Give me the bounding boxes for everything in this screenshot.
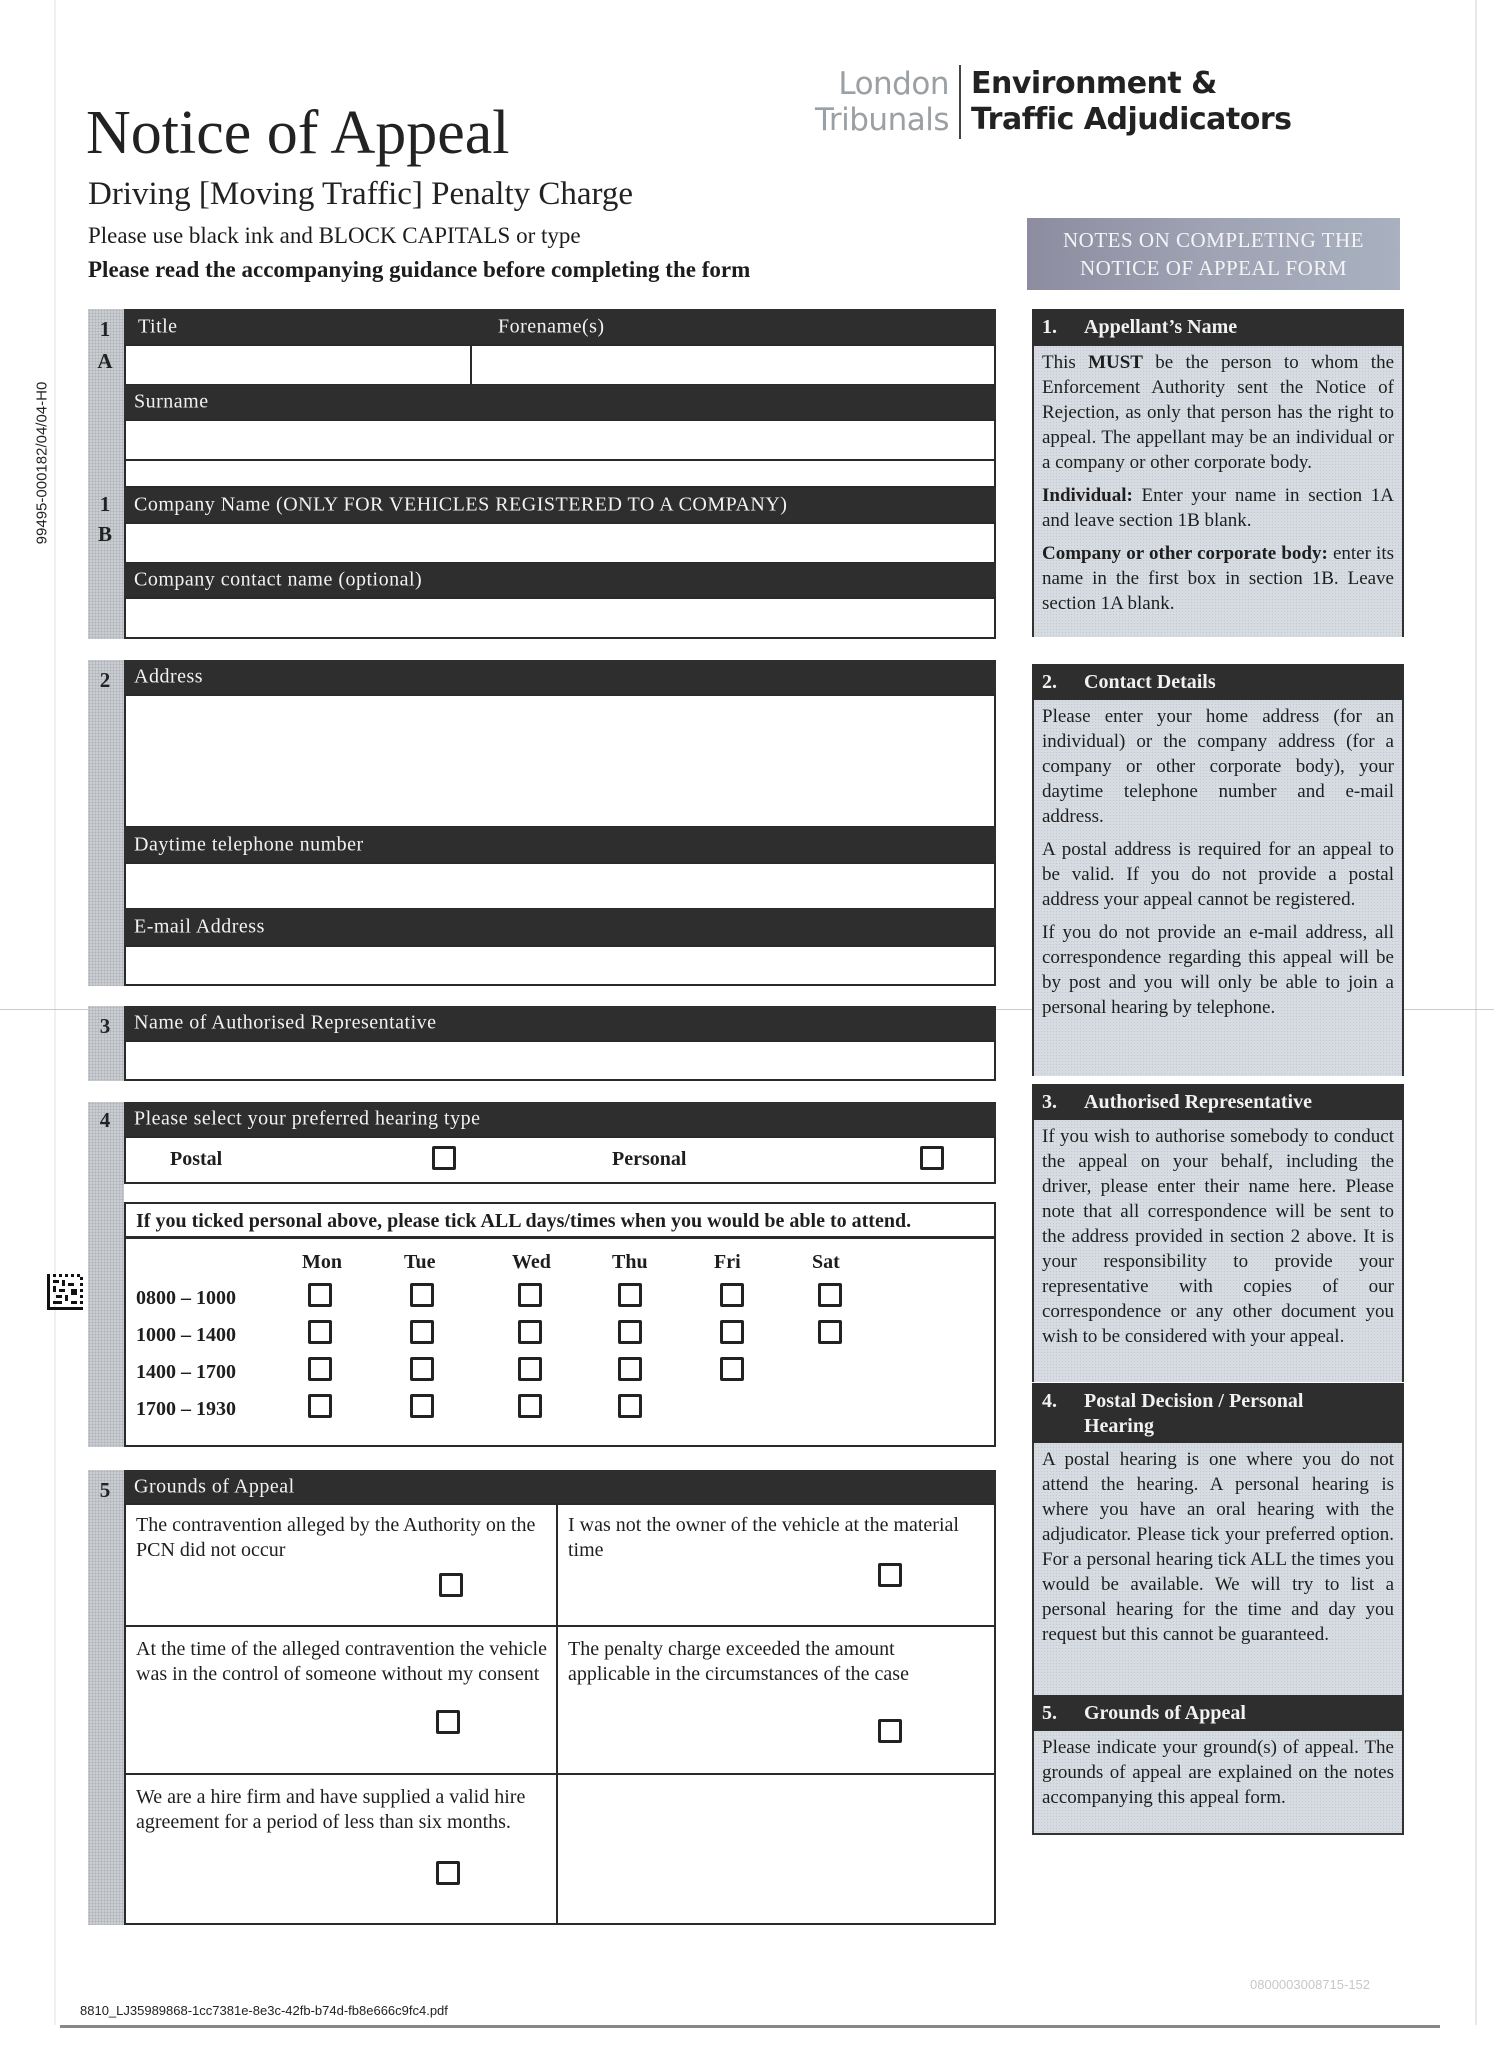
logo-text: London bbox=[838, 66, 949, 102]
company-contact-label: Company contact name (optional) bbox=[134, 568, 423, 591]
personal-checkbox[interactable] bbox=[920, 1146, 944, 1170]
note-number: 5. bbox=[1042, 1702, 1057, 1724]
surname-input[interactable] bbox=[124, 419, 996, 461]
time-slot-label: 0800 – 1000 bbox=[136, 1287, 236, 1309]
guidance-instruction: Please read the accompanying guidance before completing the form bbox=[88, 257, 751, 282]
note-text: This MUST be the person to whom the Enforcement Authority sent the Notice of Rejection, as only that person has the right to appeal. The appellant may be an individual or a company or other corporate body. bbox=[1042, 352, 1395, 473]
availability-prompt-box bbox=[124, 1202, 996, 1238]
surname-label: Surname bbox=[134, 390, 209, 413]
note-text: A postal address is required for an appeal to be valid. If you do not provide a postal address your appeal cannot be registered. bbox=[1042, 839, 1394, 910]
grounds-grid bbox=[124, 1503, 996, 1925]
email-input[interactable] bbox=[124, 945, 996, 986]
availability-checkbox-fri-0[interactable] bbox=[720, 1283, 744, 1307]
day-header: Fri bbox=[714, 1251, 741, 1273]
section-3 bbox=[88, 1006, 996, 1081]
note-number: 3. bbox=[1042, 1091, 1057, 1113]
availability-checkbox-thu-1[interactable] bbox=[618, 1320, 642, 1344]
ground-option-text: We are a hire firm and have supplied a valid hire agreement for a period of less than six months. bbox=[136, 1786, 526, 1833]
forename-label: Forename(s) bbox=[498, 315, 605, 337]
note-body bbox=[1032, 700, 1404, 1076]
company-name-label: Company Name (ONLY FOR VEHICLES REGISTERED TO A COMPANY) bbox=[134, 493, 788, 516]
ground-5-checkbox[interactable] bbox=[436, 1861, 460, 1885]
note-body bbox=[1032, 1120, 1404, 1382]
hearing-type-box bbox=[124, 1136, 996, 1184]
time-slot-label: 1000 – 1400 bbox=[136, 1324, 236, 1346]
grounds-divider bbox=[556, 1505, 558, 1923]
section-number: 5 bbox=[99, 1478, 111, 1502]
section-tab bbox=[88, 1102, 124, 1447]
time-slot-label: 1700 – 1930 bbox=[136, 1398, 236, 1420]
note-body bbox=[1032, 1443, 1404, 1695]
section-number: 4 bbox=[99, 1108, 111, 1132]
page-title: Notice of Appeal bbox=[86, 99, 510, 167]
ground-1-checkbox[interactable] bbox=[439, 1573, 463, 1597]
section-letter: B bbox=[97, 522, 112, 546]
ground-option-text: The contravention alleged by the Authority on the PCN did not occur bbox=[136, 1514, 536, 1561]
note-number: 2. bbox=[1042, 671, 1057, 693]
note-heading-text: Contact Details bbox=[1084, 671, 1216, 693]
notes-banner-line: NOTES ON COMPLETING THE bbox=[1062, 228, 1365, 252]
availability-grid bbox=[124, 1237, 996, 1447]
availability-checkbox-thu-2[interactable] bbox=[618, 1357, 642, 1381]
email-header bbox=[124, 909, 996, 945]
note-text: A postal hearing is one where you do not attend the hearing. A personal hearing is where you have an oral hearing with the adjudicator. Please tick your preferred option. For a personal hearing tick ALL the times you would be available. We will try to list a personal hearing for the time and day you request but this cannot be guaranteed. bbox=[1042, 1449, 1394, 1645]
section-tab bbox=[88, 660, 124, 986]
company-name-header bbox=[124, 488, 996, 522]
phone-label: Daytime telephone number bbox=[134, 833, 364, 855]
note-heading-text: Postal Decision / Personal Hearing bbox=[1084, 1390, 1304, 1437]
availability-checkbox-mon-1[interactable] bbox=[308, 1320, 332, 1344]
note-paragraph bbox=[1042, 350, 1394, 475]
note-bold-lead: Company or other corporate body: bbox=[1042, 543, 1328, 564]
personal-label: Personal bbox=[612, 1148, 687, 1170]
note-paragraph bbox=[1042, 541, 1394, 616]
note-heading bbox=[1032, 309, 1404, 346]
representative-label: Name of Authorised Representative bbox=[134, 1011, 437, 1034]
company-name-input[interactable] bbox=[124, 522, 996, 564]
address-header bbox=[124, 660, 996, 694]
ground-3-checkbox[interactable] bbox=[436, 1710, 460, 1734]
time-slot-label: 1400 – 1700 bbox=[136, 1361, 236, 1383]
day-header: Tue bbox=[404, 1251, 436, 1273]
hearing-type-header bbox=[124, 1102, 996, 1136]
grounds-divider bbox=[126, 1625, 994, 1627]
hearing-type-label: Please select your preferred hearing type bbox=[134, 1107, 481, 1130]
ground-2-checkbox[interactable] bbox=[878, 1563, 902, 1587]
section-2 bbox=[88, 660, 996, 986]
section-number: 3 bbox=[99, 1014, 111, 1038]
tribunal-logo bbox=[815, 62, 1292, 142]
notes-panel bbox=[1032, 309, 1404, 1871]
company-contact-header bbox=[124, 563, 996, 597]
section-5 bbox=[88, 1470, 996, 1925]
note-bold-lead: Individual: bbox=[1042, 485, 1133, 506]
availability-prompt: If you ticked personal above, please tick ALL days/times when you would be able to attend. bbox=[136, 1210, 912, 1232]
note-heading-text: Grounds of Appeal bbox=[1084, 1702, 1246, 1724]
phone-header bbox=[124, 827, 996, 862]
grounds-divider bbox=[126, 1773, 994, 1775]
availability-checkbox-mon-0[interactable] bbox=[308, 1283, 332, 1307]
note-body bbox=[1032, 1731, 1404, 1835]
company-contact-input[interactable] bbox=[124, 597, 996, 639]
availability-checkbox-wed-1[interactable] bbox=[518, 1320, 542, 1344]
logo-london-tribunals bbox=[815, 66, 959, 138]
page-edge bbox=[1475, 0, 1477, 2025]
footer-filename: 8810_LJ35989868-1cc7381e-8e3c-42fb-b74d-fb8e666c9fc4.pdf bbox=[80, 2003, 448, 2018]
address-input[interactable] bbox=[124, 694, 996, 828]
section-number: 2 bbox=[99, 668, 111, 692]
notes-banner-line: NOTICE OF APPEAL FORM bbox=[1079, 256, 1347, 280]
section-number: 1 bbox=[99, 317, 111, 341]
note-heading-text: Authorised Representative bbox=[1084, 1091, 1312, 1113]
note-text: enter its name in the first box in section 1B. Leave section 1A blank. bbox=[1042, 543, 1394, 614]
availability-checkbox-wed-3[interactable] bbox=[518, 1394, 542, 1418]
grounds-label: Grounds of Appeal bbox=[134, 1475, 295, 1497]
availability-checkbox-wed-0[interactable] bbox=[518, 1283, 542, 1307]
notes-banner bbox=[1027, 218, 1400, 290]
note-paragraph bbox=[1042, 1447, 1394, 1647]
note-paragraph bbox=[1042, 483, 1394, 533]
availability-checkbox-tue-3[interactable] bbox=[410, 1394, 434, 1418]
availability-checkbox-mon-3[interactable] bbox=[308, 1394, 332, 1418]
logo-etа bbox=[961, 66, 1292, 138]
section-4 bbox=[88, 1102, 996, 1447]
section-letter: A bbox=[97, 349, 113, 373]
availability-checkbox-tue-2[interactable] bbox=[410, 1357, 434, 1381]
note-number: 1. bbox=[1042, 316, 1057, 338]
availability-checkbox-sat-0[interactable] bbox=[818, 1283, 842, 1307]
note-paragraph bbox=[1042, 920, 1394, 1020]
ground-4-checkbox[interactable] bbox=[878, 1719, 902, 1743]
section-1 bbox=[88, 309, 996, 639]
postal-checkbox[interactable] bbox=[432, 1146, 456, 1170]
page-edge bbox=[54, 0, 56, 2025]
ground-option-text: I was not the owner of the vehicle at the material time bbox=[568, 1514, 959, 1561]
note-heading bbox=[1032, 1084, 1404, 1120]
surname-extra-line[interactable] bbox=[124, 460, 996, 488]
note-heading bbox=[1032, 664, 1404, 700]
note-paragraph bbox=[1042, 1124, 1394, 1349]
note-text: Please indicate your ground(s) of appeal. The grounds of appeal are explained on the notes accompanying this appeal form. bbox=[1042, 1737, 1394, 1808]
page-subtitle: Driving [Moving Traffic] Penalty Charge bbox=[88, 176, 634, 212]
note-body bbox=[1032, 346, 1404, 637]
email-label: E-mail Address bbox=[134, 915, 265, 938]
availability-checkbox-tue-0[interactable] bbox=[410, 1283, 434, 1307]
note-number: 4. bbox=[1042, 1390, 1057, 1412]
note-text: Please enter your home address (for an individual) or the company address (for a company or other corporate body), your daytime telephone number and e-mail address. bbox=[1042, 706, 1394, 827]
day-header: Mon bbox=[302, 1251, 342, 1273]
ground-option-text: The penalty charge exceeded the amount applicable in the circumstances of the case bbox=[568, 1638, 909, 1685]
note-paragraph bbox=[1042, 704, 1394, 829]
availability-checkbox-thu-0[interactable] bbox=[618, 1283, 642, 1307]
note-paragraph bbox=[1042, 1735, 1394, 1810]
side-code-text: 99495-000182/04/04-H0 bbox=[33, 381, 51, 544]
note-text: If you do not provide an e-mail address, all correspondence regarding this appeal will be by post and you will only be able to join a personal hearing by telephone. bbox=[1042, 922, 1394, 1018]
logo-text: Environment & bbox=[970, 66, 1217, 101]
address-label: Address bbox=[134, 665, 204, 688]
note-heading bbox=[1032, 1695, 1404, 1731]
representative-input[interactable] bbox=[124, 1040, 996, 1081]
note-text: Enter your name in section 1A and leave section 1B blank. bbox=[1042, 485, 1394, 531]
availability-checkbox-fri-1[interactable] bbox=[720, 1320, 744, 1344]
page-bottom-edge bbox=[60, 2025, 1440, 2028]
title-forename-header bbox=[124, 309, 996, 344]
section-number: 1 bbox=[99, 492, 111, 516]
note-paragraph bbox=[1042, 837, 1394, 912]
footer-code: 0800003008715-152 bbox=[1250, 1977, 1371, 1992]
day-header: Thu bbox=[612, 1251, 648, 1273]
availability-checkbox-tue-1[interactable] bbox=[410, 1320, 434, 1344]
note-text: If you wish to authorise somebody to conduct the appeal on your behalf, including the driver, please enter their name here. Please note that all correspondence will be sent to the address provided in section 2 above. It is your responsibility to provide your representative with copies of our correspondence or any other document you wish to be considered with your appeal. bbox=[1042, 1126, 1394, 1347]
representative-header bbox=[124, 1006, 996, 1040]
surname-header bbox=[124, 385, 996, 419]
availability-checkbox-fri-2[interactable] bbox=[720, 1357, 744, 1381]
section-tab bbox=[88, 1470, 124, 1925]
logo-text: Traffic Adjudicators bbox=[970, 102, 1292, 137]
note-heading bbox=[1032, 1383, 1404, 1443]
availability-checkbox-wed-2[interactable] bbox=[518, 1357, 542, 1381]
phone-input[interactable] bbox=[124, 862, 996, 910]
logo-text: Tribunals bbox=[815, 102, 949, 138]
forename-input[interactable] bbox=[470, 344, 996, 386]
day-header: Wed bbox=[512, 1251, 551, 1273]
grounds-header bbox=[124, 1470, 996, 1503]
note-heading-text: Appellant’s Name bbox=[1084, 316, 1238, 338]
day-header: Sat bbox=[812, 1251, 840, 1273]
side-reference-code bbox=[30, 380, 54, 545]
title-label: Title bbox=[138, 315, 178, 337]
datamatrix-barcode-icon bbox=[46, 1274, 84, 1310]
ground-option-text: At the time of the alleged contravention the vehicle was in the control of someone without my consent bbox=[136, 1638, 547, 1685]
availability-checkbox-mon-2[interactable] bbox=[308, 1357, 332, 1381]
availability-checkbox-sat-1[interactable] bbox=[818, 1320, 842, 1344]
instruction-text: Please use black ink and BLOCK CAPITALS or type bbox=[88, 223, 581, 248]
availability-checkbox-thu-3[interactable] bbox=[618, 1394, 642, 1418]
postal-label: Postal bbox=[170, 1148, 223, 1170]
title-input[interactable] bbox=[124, 344, 472, 386]
